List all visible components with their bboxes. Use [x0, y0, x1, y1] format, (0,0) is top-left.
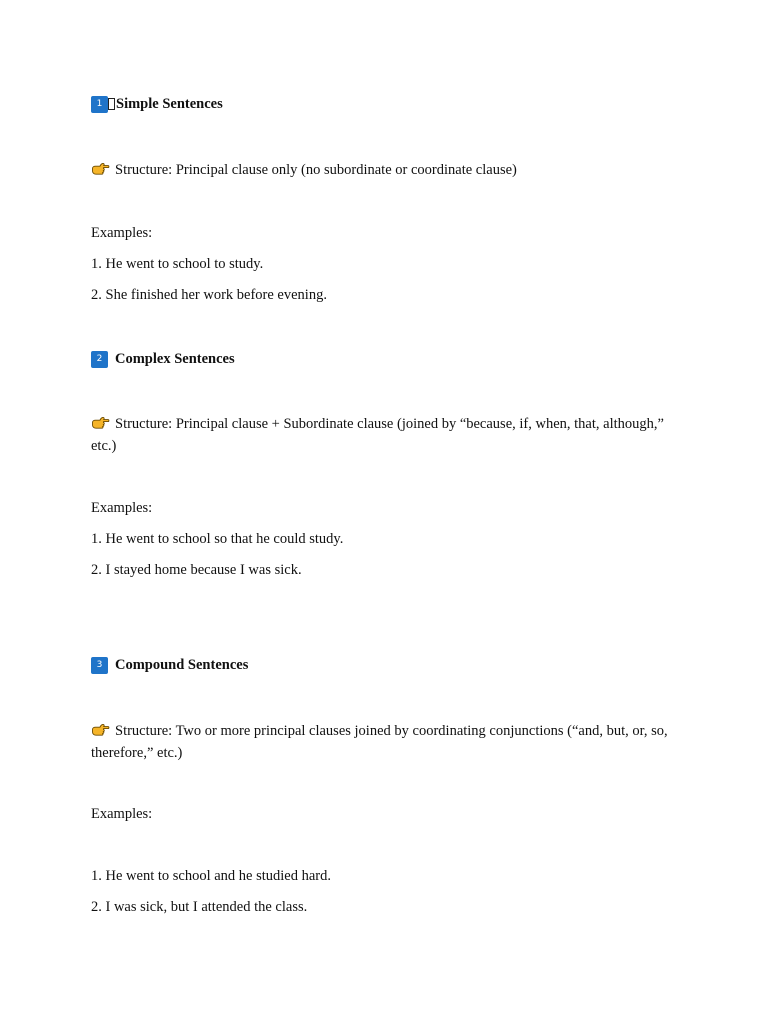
examples-label: Examples: — [91, 806, 153, 822]
structure-label: Structure: — [115, 723, 173, 739]
example-item: 1. He went to school and he studied hard. — [91, 868, 332, 884]
example-item: 2. She finished her work before evening. — [91, 287, 327, 303]
pointing-hand-icon — [91, 416, 110, 430]
section-title: Simple Sentences — [116, 96, 223, 112]
section-heading-complex — [91, 350, 235, 368]
example-item: 2. I was sick, but I attended the class. — [91, 899, 308, 915]
section-title: Compound Sentences — [115, 657, 249, 673]
structure-label: Structure: — [115, 162, 173, 178]
missing-glyph-icon — [108, 98, 115, 110]
structure-text: Two or more principal clauses joined by coordinating conjunctions (“and, but, or, so, therefore,” etc.) — [91, 723, 668, 761]
examples-label: Examples: — [91, 225, 153, 241]
section-heading-simple — [91, 95, 223, 113]
pointing-hand-icon — [91, 162, 110, 176]
structure-line — [91, 159, 691, 181]
structure-line — [91, 413, 691, 457]
pointing-hand-icon — [91, 723, 110, 737]
structure-text: Principal clause + Subordinate clause (joined by “because, if, when, that, although,” etc.) — [91, 416, 664, 454]
structure-label: Structure: — [115, 416, 173, 432]
section-title: Complex Sentences — [115, 351, 235, 367]
structure-line — [91, 720, 691, 764]
example-item: 2. I stayed home because I was sick. — [91, 562, 302, 578]
keycap-2-icon: 2 — [91, 351, 108, 368]
example-item: 1. He went to school so that he could study. — [91, 531, 344, 547]
keycap-3-icon: 3 — [91, 657, 108, 674]
keycap-1-icon: 1 — [91, 96, 108, 113]
examples-label: Examples: — [91, 500, 153, 516]
structure-text: Principal clause only (no subordinate or coordinate clause) — [175, 162, 517, 178]
example-item: 1. He went to school to study. — [91, 256, 264, 272]
section-heading-compound — [91, 656, 248, 674]
